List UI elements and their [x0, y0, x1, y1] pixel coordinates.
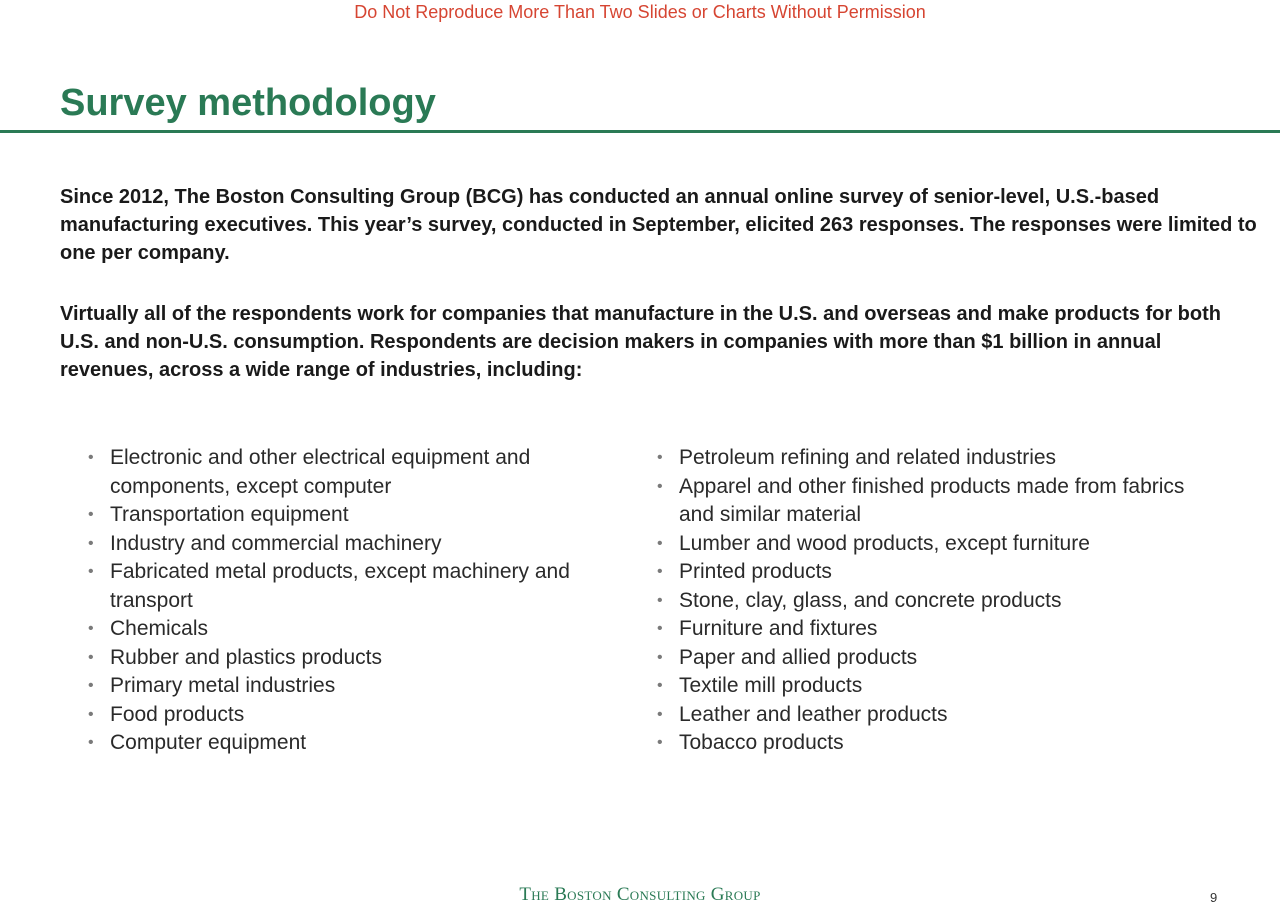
list-item-text: Electronic and other electrical equipment and components, except computer [110, 446, 531, 498]
bullet-icon: • [88, 563, 94, 580]
bullet-icon: • [657, 591, 663, 609]
list-item-text: Food products [110, 702, 245, 726]
list-item [84, 558, 604, 615]
list-item-text: Petroleum refining and related industries [679, 446, 1057, 469]
bullet-icon: • [88, 449, 94, 466]
list-item [84, 444, 604, 501]
intro-paragraph-1: Since 2012, The Boston Consulting Group (BCG) has conducted an annual online survey of senior-level, U.S.-based manufacturing executives. This year’s survey, conducted in September, elicited 263 responses. The responses were limited to one per company. [60, 186, 1257, 264]
list-item-text: Paper and allied products [679, 645, 918, 669]
industries-list-right [653, 444, 1213, 758]
list-item-text: Lumber and wood products, except furniture [679, 531, 1090, 555]
bullet-icon: • [657, 734, 663, 751]
list-item [653, 587, 1213, 616]
list-item-text: Leather and leather products [679, 702, 948, 726]
list-item-text: Textile mill products [679, 674, 863, 697]
page-number: 9 [1210, 890, 1218, 905]
slide-title: Survey methodology [60, 82, 436, 124]
bullet-icon: • [657, 563, 663, 580]
list-item [653, 672, 1213, 701]
list-item-text: Industry and commercial machinery [110, 531, 442, 555]
permission-notice: Do Not Reproduce More Than Two Slides or Charts Without Permission [354, 2, 926, 22]
list-item [653, 615, 1213, 644]
bullet-icon: • [657, 534, 663, 552]
bullet-icon: • [88, 534, 94, 552]
list-item-text: Stone, clay, glass, and concrete products [679, 588, 1062, 612]
list-item-text: Computer equipment [110, 731, 307, 754]
list-item-text: Chemicals [110, 617, 209, 640]
bullet-icon: • [88, 506, 94, 523]
list-item [84, 615, 604, 644]
list-item-text: Transportation equipment [110, 503, 349, 526]
list-item [653, 444, 1213, 473]
bullet-icon: • [657, 449, 663, 466]
list-item [653, 644, 1213, 673]
title-divider [0, 130, 1280, 133]
intro-paragraph-2: Virtually all of the respondents work for companies that manufacture in the U.S. and overseas and make products for both U.S. and non-U.S. consumption. Respondents are decision makers in companies with more than $1 billion in annual revenues, across a wide range of industries, including: [60, 303, 1221, 381]
list-item [653, 729, 1213, 758]
list-item [84, 644, 604, 673]
list-item [653, 473, 1213, 530]
list-item-text: Apparel and other finished products made from fabrics and similar material [679, 474, 1185, 526]
bullet-icon: • [657, 648, 663, 666]
bullet-icon: • [88, 705, 94, 723]
list-item-text: Furniture and fixtures [679, 617, 878, 640]
bullet-icon: • [657, 620, 663, 637]
bcg-logo: The Boston Consulting Group [519, 884, 761, 905]
bullet-icon: • [657, 705, 663, 723]
bullet-icon: • [88, 677, 94, 694]
list-item [84, 729, 604, 758]
list-item [84, 701, 604, 730]
bullet-icon: • [657, 677, 663, 694]
list-item-text: Rubber and plastics products [110, 645, 382, 669]
list-item-text: Printed products [679, 560, 832, 583]
list-item [84, 672, 604, 701]
bullet-icon: • [88, 734, 94, 751]
list-item [84, 530, 604, 559]
list-item [653, 558, 1213, 587]
bullet-icon: • [88, 648, 94, 666]
list-item-text: Tobacco products [679, 731, 844, 754]
industries-list-left [84, 444, 604, 758]
bullet-icon: • [657, 477, 663, 495]
list-item [653, 530, 1213, 559]
list-item [653, 701, 1213, 730]
list-item [84, 501, 604, 530]
list-item-text: Fabricated metal products, except machinery and transport [110, 560, 570, 612]
bullet-icon: • [88, 620, 94, 637]
list-item-text: Primary metal industries [110, 674, 336, 697]
